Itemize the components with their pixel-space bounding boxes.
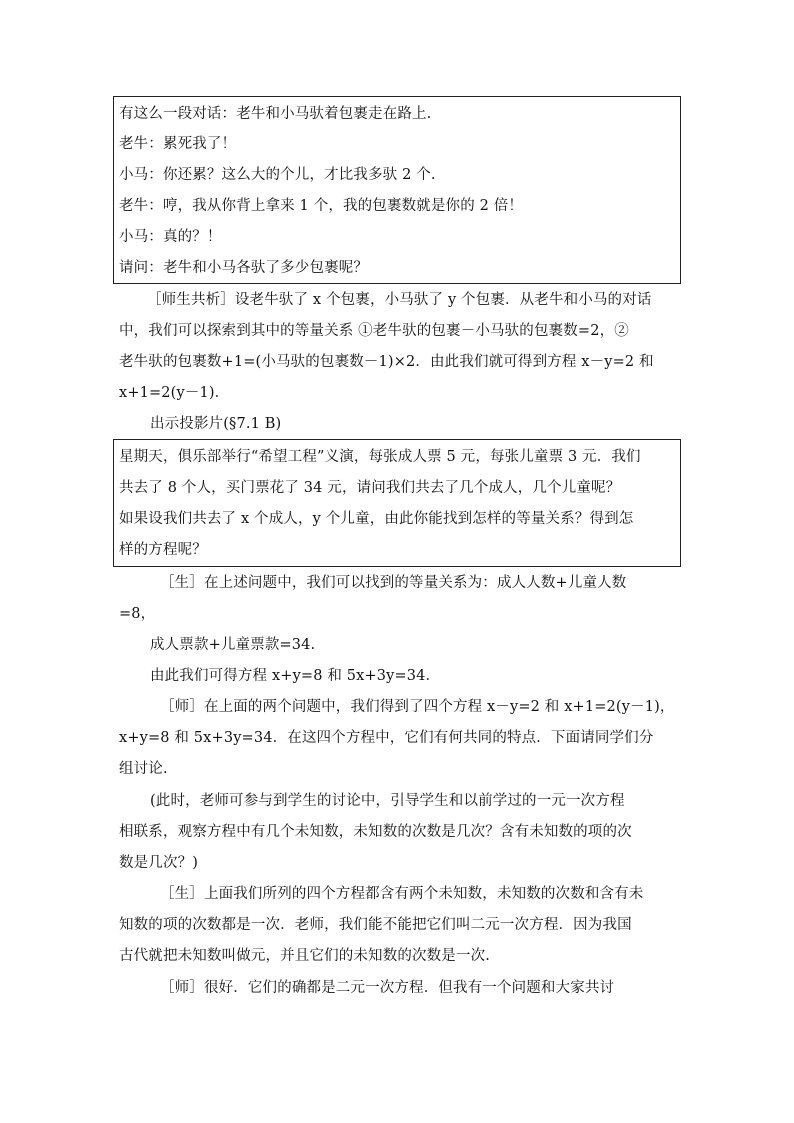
problem-line: 星期天，俱乐部举行“希望工程”义演，每张成人票 5 元，每张儿童票 3 元．我们 xyxy=(119,449,641,465)
body-line: ［师］在上面的两个问题中，我们得到了四个方程 x－y=2 和 x+1=2(y－1)， xyxy=(160,699,675,715)
analysis-line: x+1=2(y－1)． xyxy=(119,385,230,401)
body-line: x+y=8 和 5x+3y=34．在这四个方程中，它们有何共同的特点．下面请同学们分 xyxy=(119,730,654,746)
dialogue-line: 有这么一段对话：老牛和小马驮着包裹走在路上. xyxy=(119,106,432,122)
body-line: 由此我们可得方程 x+y=8 和 5x+3y=34． xyxy=(150,668,441,684)
dialogue-line: 小马：真的？！ xyxy=(119,229,222,245)
dialogue-line: 老牛：哼，我从你背上拿来 1 个，我的包裹数就是你的 2 倍！ xyxy=(119,198,524,214)
problem-line: 样的方程呢？ xyxy=(119,542,207,558)
body-line: 数是几次？) xyxy=(119,855,199,871)
dialogue-line: 请问：老牛和小马各驮了多少包裹呢？ xyxy=(119,260,369,276)
body-line: 古代就把未知数叫做元，并且它们的未知数的次数是一次. xyxy=(119,948,491,964)
body-line: 知数的项的次数都是一次．老师，我们能不能把它们叫二元一次方程．因为我国 xyxy=(119,917,632,933)
body-line: ［生］在上述问题中，我们可以找到的等量关系为：成人人数+儿童人数 xyxy=(160,575,627,591)
body-line: ［生］上面我们所列的四个方程都含有两个未知数，未知数的次数和含有未 xyxy=(160,886,644,902)
body-line: =8， xyxy=(119,606,156,622)
problem-line: 共去了 8 个人，买门票花了 34 元，请问我们共去了几个成人，几个儿童呢？ xyxy=(119,480,621,496)
dialogue-line: 老牛：累死我了！ xyxy=(119,136,237,152)
body-line: ［师］很好．它们的确都是二元一次方程．但我有一个问题和大家共讨 xyxy=(160,980,615,996)
analysis-line: 老牛驮的包裹数+1=(小马驮的包裹数－1)×2．由此我们就可得到方程 x－y=2 和 xyxy=(119,354,654,370)
dialogue-box xyxy=(113,96,681,284)
slide-reference: 出示投影片(§7.1 B) xyxy=(150,416,282,432)
body-line: 组讨论. xyxy=(119,761,168,777)
analysis-line: 中，我们可以探索到其中的等量关系 ①老牛驮的包裹－小马驮的包裹数=2，② xyxy=(119,323,629,339)
body-line: (此时，老师可参与到学生的讨论中，引导学生和以前学过的一元一次方程 xyxy=(150,793,625,809)
dialogue-line: 小马：你还累？这么大的个儿，才比我多驮 2 个. xyxy=(119,167,436,183)
body-line: 成人票款+儿童票款=34. xyxy=(150,637,316,653)
analysis-line: ［师生共析］设老牛驮了 x 个包裹，小马驮了 y 个包裹．从老牛和小马的对话 xyxy=(147,292,652,308)
problem-line: 如果设我们共去了 x 个成人，y 个儿童，由此你能找到怎样的等量关系？得到怎 xyxy=(119,511,634,527)
body-line: 相联系，观察方程中有几个未知数，未知数的次数是几次？含有未知数的项的次 xyxy=(119,824,632,840)
